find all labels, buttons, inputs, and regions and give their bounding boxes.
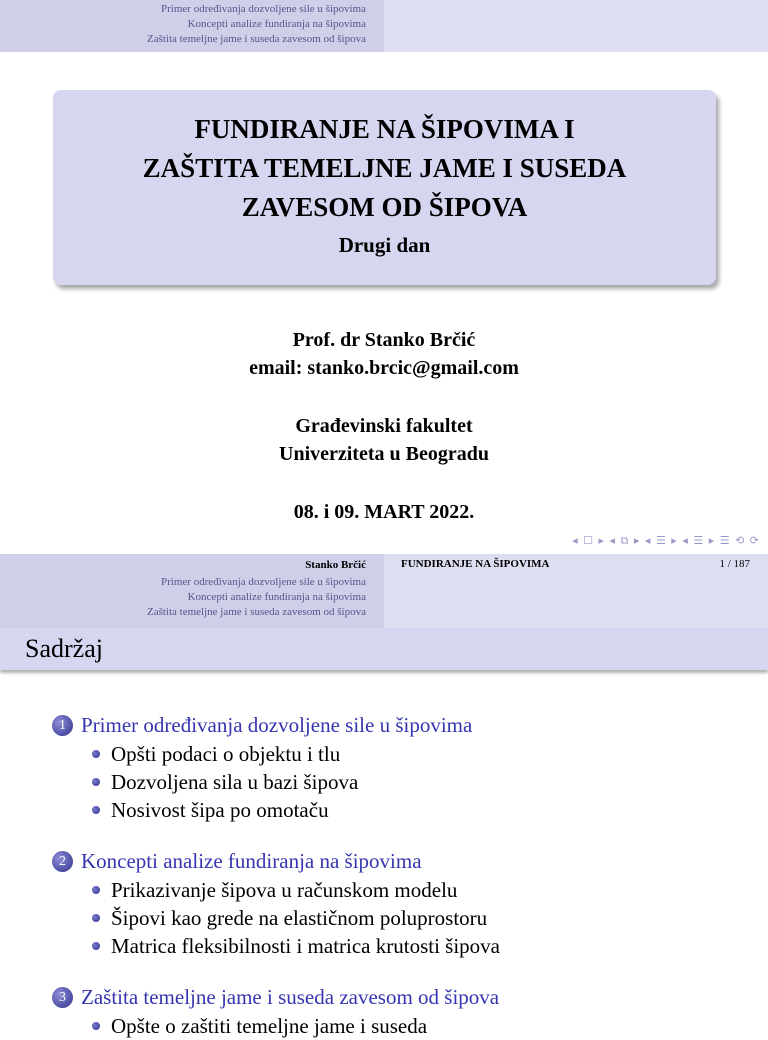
toc-subsection-title[interactable]: Nosivost šipa po omotaču [111, 797, 329, 822]
toc-section-3[interactable] [52, 982, 752, 1012]
section-number-badge: 3 [52, 987, 73, 1008]
toc-subsection[interactable] [52, 1012, 752, 1040]
toc-subsection[interactable] [52, 904, 752, 932]
title-box [53, 90, 716, 285]
bullet-icon [92, 914, 100, 922]
frame-title-bar [0, 628, 768, 670]
toc-subsection-title[interactable]: Prikazivanje šipova u računskom modelu [111, 877, 458, 902]
institution-block [0, 412, 768, 468]
footer-short-title: FUNDIRANJE NA ŠIPOVIMA [401, 558, 550, 570]
toc-section-title[interactable]: Koncepti analize fundiranja na šipovima [81, 848, 422, 873]
footer-right [384, 554, 768, 628]
bullet-icon [92, 1022, 100, 1030]
toc-section-title[interactable]: Primer određivanja dozvoljene sile u šipovima [81, 712, 473, 737]
toc-subsection-title[interactable]: Dozvoljena sila u bazi šipova [111, 769, 359, 794]
bullet-icon [92, 778, 100, 786]
bullet-icon [92, 806, 100, 814]
frame-title: Sadržaj [25, 634, 103, 663]
table-of-contents [52, 710, 752, 1040]
title-line-2: ZAŠTITA TEMELJNE JAME I SUSEDA [142, 153, 627, 183]
footer-section-2[interactable]: Koncepti analize fundiranja na šipovima [187, 591, 366, 603]
footer-left [0, 554, 384, 628]
bullet-icon [92, 750, 100, 758]
footer-section-3[interactable]: Zaštita temeljne jame i suseda zavesom od šipova [146, 606, 366, 618]
toc-section-1[interactable] [52, 710, 752, 740]
top-header [0, 0, 768, 52]
footer-section-1[interactable]: Primer određivanja dozvoljene sile u šipovima [161, 576, 366, 588]
section-number-badge: 2 [52, 851, 73, 872]
bullet-icon [92, 886, 100, 894]
toc-subsection[interactable] [52, 740, 752, 768]
author-name: Prof. dr Stanko Brčić [292, 329, 476, 351]
title-line-1: FUNDIRANJE NA ŠIPOVIMA I [194, 114, 575, 144]
author-email: email: stanko.brcic@gmail.com [249, 357, 519, 379]
section-number-badge: 1 [52, 715, 73, 736]
toc-subsection-title[interactable]: Šipovi kao grede na elastičnom poluprostoru [111, 905, 488, 930]
toc-subsection-title[interactable]: Opšte o zaštiti temeljne jame i suseda [111, 1013, 428, 1038]
institution-line-2: Univerziteta u Beogradu [279, 443, 489, 465]
date-block [0, 498, 768, 526]
toc-subsection[interactable] [52, 876, 752, 904]
title-line-3: ZAVESOM OD ŠIPOVA [241, 192, 528, 222]
top-header-right [384, 0, 768, 52]
toc-subsection[interactable] [52, 796, 752, 824]
toc-section-2[interactable] [52, 846, 752, 876]
top-header-sections [0, 0, 384, 52]
toc-subsection[interactable] [52, 932, 752, 960]
navigation-symbols[interactable]: ◂ ☐ ▸ ◂ ⧉ ▸ ◂ ☰ ▸ ◂ ☰ ▸ ☰ ⟲ ⟳ [572, 534, 760, 547]
toc-subsection[interactable] [52, 768, 752, 796]
slide-footer [0, 554, 768, 628]
top-header-section-1[interactable]: Primer određivanja dozvoljene sile u šipovima [161, 3, 366, 15]
presentation-title [53, 110, 716, 227]
toc-subsection-title[interactable]: Matrica fleksibilnosti i matrica krutosti šipova [111, 933, 501, 958]
footer-page-number: 1 / 187 [719, 558, 750, 570]
toc-section-title[interactable]: Zaštita temeljne jame i suseda zavesom od šipova [81, 984, 500, 1009]
toc-subsection-title[interactable]: Opšti podaci o objektu i tlu [111, 741, 341, 766]
top-header-section-3[interactable]: Zaštita temeljne jame i suseda zavesom od šipova [146, 33, 366, 45]
footer-author: Stanko Brčić [305, 559, 366, 571]
presentation-subtitle: Drugi dan [338, 233, 431, 257]
author-block [0, 326, 768, 382]
institution-line-1: Građevinski fakultet [295, 415, 473, 437]
top-header-section-2[interactable]: Koncepti analize fundiranja na šipovima [187, 18, 366, 30]
bullet-icon [92, 942, 100, 950]
presentation-date: 08. i 09. MART 2022. [293, 501, 475, 523]
